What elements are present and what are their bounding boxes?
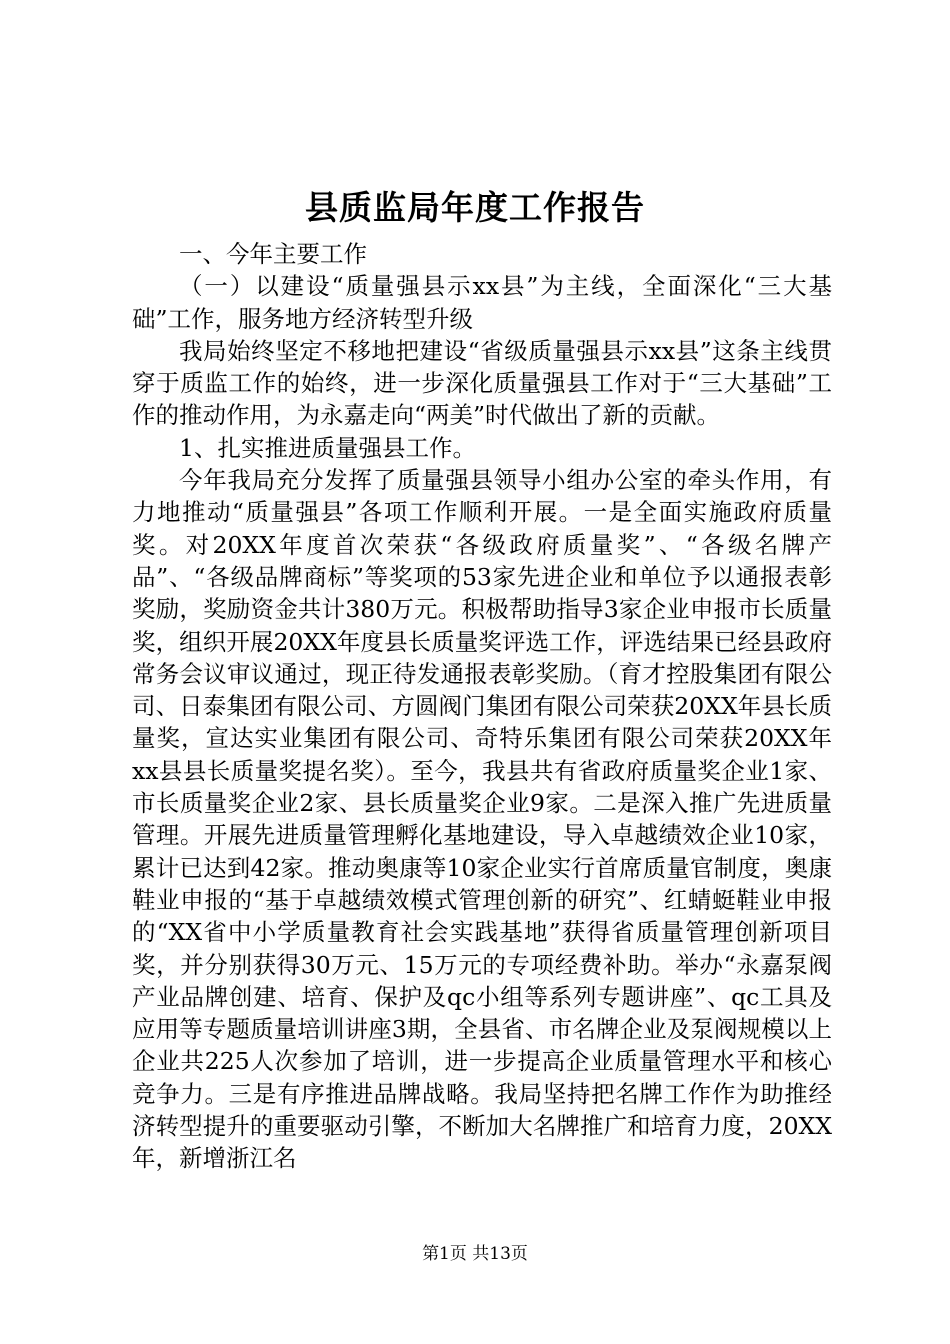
section-heading: 一、今年主要工作 — [179, 240, 367, 268]
page-footer: 第1页 共13页 — [422, 1244, 528, 1264]
page-title: 县质监局年度工作报告 — [305, 188, 645, 227]
document-body — [132, 238, 832, 1175]
item-heading: 1、扎实推进质量强县工作。 — [179, 433, 476, 462]
body-paragraph: 我局始终坚定不移地把建设“省级质量强县示xx县”这条主线贯穿于质监工作的始终，进一步深化质量强县工作对于“三大基础”工作的推动作用，为永嘉走向“两美”时代做出了新的贡献。 — [132, 336, 832, 430]
body-paragraph: 今年我局充分发挥了质量强县领导小组办公室的牵头作用，有力地推动“质量强县”各项工作顺利开展。一是全面实施政府质量奖。对20XX年度首次荣获“各级政府质量奖”、“各级名牌产品”、“各级品牌商标”等奖项的53家先进企业和单位予以通报表彰奖励，奖励资金共计380万元。积极帮助指导3家企业申报市长质量奖，组织开展20XX年度县长质量奖评选工作，评选结果已经县政府常务会议审议通过，现正待发通报表彰奖励。（育才控股集团有限公司、日泰集团有限公司、方圆阀门集团有限公司荣获20XX年县长质量奖，宣达实业集团有限公司、奇特乐集团有限公司荣获20XX年xx县县长质量奖提名奖）。至今，我县共有省政府质量奖企业1家、市长质量奖企业2家、县长质量奖企业9家。二是深入推广先进质量管理。开展先进质量管理孵化基地建设，导入卓越绩效企业10家，累计已达到42家。推动奥康等10家企业实行首席质量官制度，奥康鞋业申报的“基于卓越绩效模式管理创新的研究”、红蜻蜓鞋业申报的“XX省中小学质量教育社会实践基地”获得省质量管理创新项目奖，并分别获得30万元、15万元的专项经费补助。举办“永嘉泵阀产业品牌创建、培育、保护及qc小组等系列专题讲座”、qc工具及应用等专题质量培训讲座3期，全县省、市名牌企业及泵阀规模以上企业共225人次参加了培训，进一步提高企业质量管理水平和核心竞争力。三是有序推进品牌战略。我局坚持把名牌工作作为助推经济转型提升的重要驱动引擎，不断加大名牌推广和培育力度，20XX年，新增浙江名 — [132, 466, 832, 1173]
subsection-heading: （一）以建设“质量强县示xx县”为主线，全面深化“三大基础”工作，服务地方经济转型升级 — [132, 272, 832, 333]
